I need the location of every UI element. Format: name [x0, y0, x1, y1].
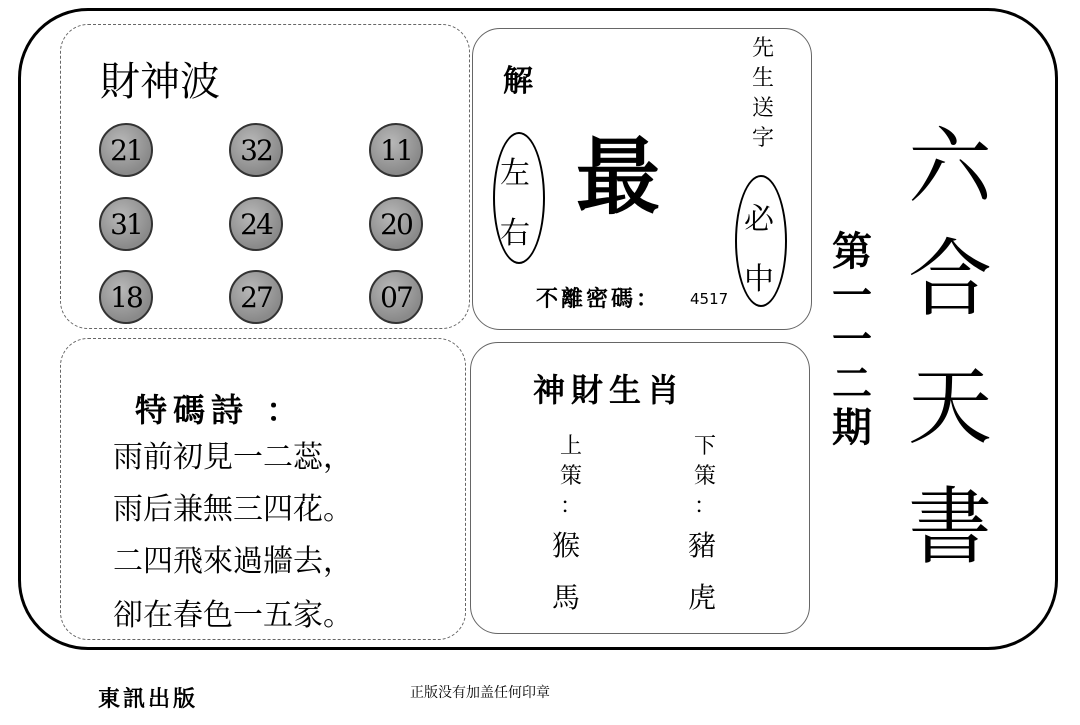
gift-char: 送	[752, 96, 775, 121]
wave-title: 財神波	[100, 59, 220, 105]
oval-char-left: 左	[500, 156, 530, 191]
number-ball: 31	[99, 197, 153, 251]
code-value: 4517	[690, 290, 729, 308]
animal: 馬	[552, 581, 581, 614]
animal: 虎	[688, 581, 717, 614]
number-ball: 32	[229, 123, 283, 177]
number-ball: 20	[369, 197, 423, 251]
number-ball: 21	[99, 123, 153, 177]
animal: 豬	[688, 529, 717, 562]
main-title-char: 合	[908, 230, 993, 328]
oval-char-right: 右	[500, 216, 530, 251]
main-title-char: 天	[908, 358, 993, 456]
poem-line: 雨前初見一二蕊，	[113, 440, 353, 475]
strategy-char: ：	[694, 494, 717, 519]
zodiac-title: 神財生肖	[533, 371, 686, 409]
upper-animals	[552, 520, 580, 624]
issue-number	[832, 230, 872, 450]
poem-line: 二四飛來過牆去，	[113, 544, 353, 579]
oval-char-bi: 必	[744, 202, 774, 237]
strategy-char: ：	[560, 494, 583, 519]
oval-char-zhong: 中	[744, 262, 774, 297]
genuine-note: 正版没有加盖任何印章	[410, 685, 550, 701]
animal: 猴	[552, 529, 581, 562]
number-ball: 18	[99, 270, 153, 324]
gift-char: 字	[752, 126, 775, 151]
teacher-gift-text	[752, 34, 774, 154]
gift-char: 生	[752, 66, 775, 91]
issue-char: 二	[832, 360, 872, 407]
main-title-char: 六	[908, 118, 993, 216]
jie-label: 解	[503, 64, 533, 99]
strategy-char: 策	[560, 464, 583, 489]
main-title-char: 書	[908, 478, 993, 576]
strategy-char: 策	[694, 464, 717, 489]
issue-char: 一	[832, 272, 872, 319]
poem-line: 卻在春色一五家。	[113, 598, 353, 633]
hint-big-char: 最	[576, 128, 661, 226]
issue-char: 一	[832, 316, 872, 363]
number-ball: 27	[229, 270, 283, 324]
code-label: 不離密碼：	[536, 286, 662, 312]
number-ball: 11	[369, 123, 423, 177]
poem-title: 特碼詩 ：	[135, 391, 305, 429]
issue-char: 期	[832, 404, 872, 451]
gift-char: 先	[752, 36, 775, 61]
lower-strategy-label	[694, 432, 716, 522]
publisher: 東訊出版	[98, 686, 199, 712]
number-ball: 24	[229, 197, 283, 251]
number-ball: 07	[369, 270, 423, 324]
upper-strategy-label	[560, 432, 582, 522]
strategy-char: 下	[694, 434, 717, 459]
issue-char: 第	[832, 228, 872, 275]
lower-animals	[688, 520, 716, 624]
strategy-char: 上	[560, 434, 583, 459]
poem-line: 雨后兼無三四花。	[113, 492, 353, 527]
